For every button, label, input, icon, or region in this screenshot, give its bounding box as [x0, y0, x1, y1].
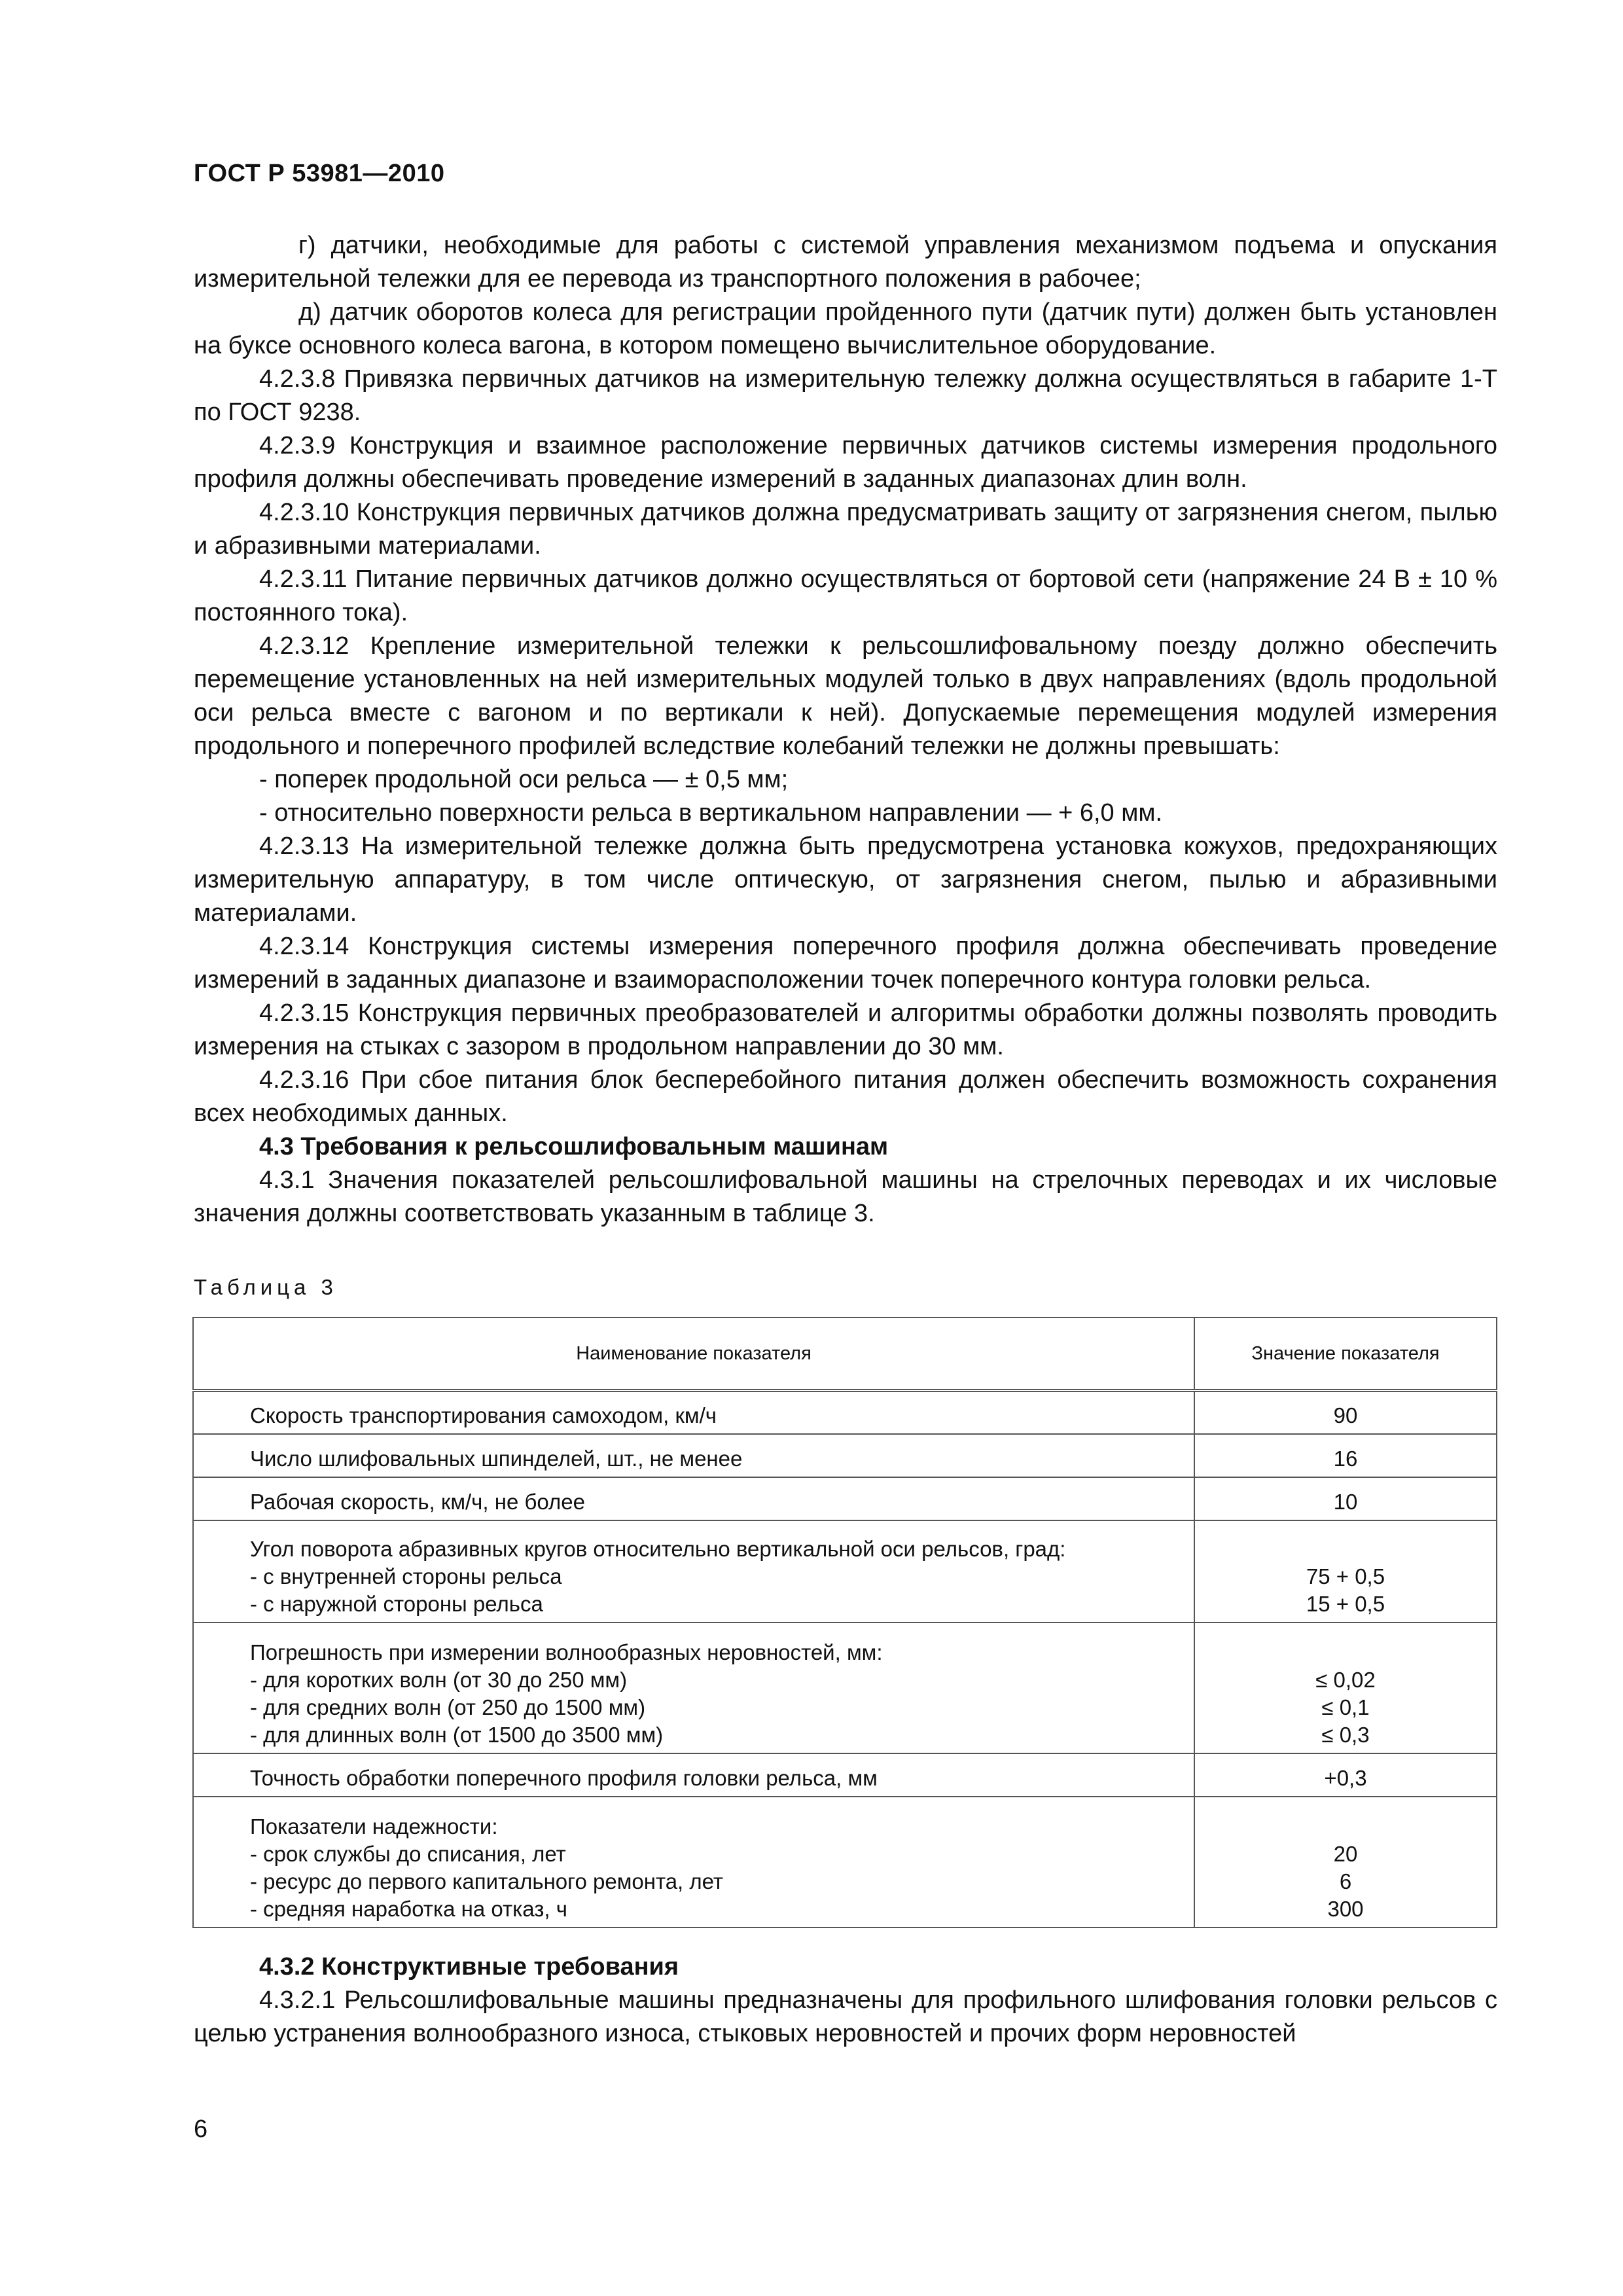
parameter-name [193, 1797, 1194, 1928]
parameter-value [1194, 1520, 1497, 1623]
paragraph: - поперек продольной оси рельса — ± 0,5 мм; [259, 766, 789, 793]
section-heading: 4.3 Требования к рельсошлифовальным машинам [259, 1133, 889, 1160]
parameter-value-line: 90 [1333, 1403, 1358, 1427]
section-4-3-2 [194, 1950, 1497, 2051]
parameter-name-line: - для средних волн (от 250 до 1500 мм) [250, 1695, 646, 1719]
parameter-value [1194, 1753, 1497, 1797]
parameter-name-line: Угол поворота абразивных кругов относительно вертикальной оси рельсов, град: [250, 1536, 1066, 1561]
parameter-value-line: 300 [1327, 1896, 1364, 1921]
paragraph: - относительно поверхности рельса в вертикальном направлении — + 6,0 мм. [259, 799, 1163, 827]
paragraph: 4.2.3.11 Питание первичных датчиков должно осуществляться от бортовой сети (напряжение 24 В ± 10 % постоянного тока). [194, 565, 1497, 626]
table-caption: Таблица 3 [194, 1275, 338, 1299]
parameter-name [193, 1753, 1194, 1797]
paragraph: 4.2.3.14 Конструкция системы измерения поперечного профиля должна обеспечивать проведение измерений в заданных диапазоне и взаиморасположении точек поперечного контура головки рельса. [194, 933, 1497, 994]
parameter-name-line: - с внутренней стороны рельса [250, 1564, 562, 1588]
paragraph: 4.2.3.15 Конструкция первичных преобразователей и алгоритмы обработки должны позволять проводить измерения на стыках с зазором в продольном направлении до 30 мм. [194, 999, 1497, 1060]
column-header-name: Наименование показателя [193, 1318, 1194, 1391]
parameter-value-line: ≤ 0,1 [1321, 1695, 1370, 1719]
parameter-value-line: 15 + 0,5 [1306, 1591, 1385, 1616]
parameter-value-line: 75 + 0,5 [1306, 1564, 1385, 1588]
parameters-table [192, 1317, 1497, 1928]
paragraph: 4.2.3.10 Конструкция первичных датчиков должна предусматривать защиту от загрязнения снегом, пылью и абразивными материалами. [194, 499, 1497, 560]
parameter-value [1194, 1797, 1497, 1928]
document-header: ГОСТ Р 53981—2010 [194, 160, 445, 187]
parameter-name-line: - средняя наработка на отказ, ч [250, 1896, 567, 1921]
parameter-value-line: 6 [1339, 1869, 1352, 1893]
body-text [194, 229, 1497, 1230]
paragraph: д) датчик оборотов колеса для регистрации пройденного пути (датчик пути) должен быть установлен на буксе основного колеса вагона, в котором помещено вычислительное оборудование. [194, 298, 1497, 359]
paragraph: 4.2.3.9 Конструкция и взаимное расположение первичных датчиков системы измерения продольного профиля должны обеспечивать проведение измерений в заданных диапазонах длин волн. [194, 432, 1497, 493]
parameter-value-line: ≤ 0,02 [1315, 1667, 1376, 1692]
table-row [193, 1623, 1497, 1753]
parameter-value [1194, 1391, 1497, 1434]
table-row [193, 1797, 1497, 1928]
parameter-value-line: ≤ 0,3 [1321, 1722, 1370, 1747]
parameter-name-line: Показатели надежности: [250, 1814, 498, 1839]
table-row [193, 1434, 1497, 1477]
parameter-name-line: Скорость транспортирования самоходом, км/ч [250, 1403, 717, 1427]
table-header-row [193, 1318, 1497, 1391]
column-header-value: Значение показателя [1194, 1318, 1497, 1391]
parameter-name-line: Число шлифовальных шпинделей, шт., не менее [250, 1446, 743, 1471]
parameter-value [1194, 1477, 1497, 1520]
parameter-value-line: +0,3 [1324, 1765, 1367, 1790]
table-row [193, 1477, 1497, 1520]
paragraph: г) датчики, необходимые для работы с системой управления механизмом подъема и опускания измерительной тележки для ее перевода из транспортного положения в рабочее; [194, 232, 1497, 293]
parameter-name [193, 1623, 1194, 1753]
table-row [193, 1520, 1497, 1623]
parameter-name [193, 1391, 1194, 1434]
parameter-name-line: - для коротких волн (от 30 до 250 мм) [250, 1667, 628, 1692]
parameter-name-line: - с наружной стороны рельса [250, 1591, 543, 1616]
parameter-name [193, 1477, 1194, 1520]
parameter-name-line: - срок службы до списания, лет [250, 1841, 566, 1866]
parameter-value-line: 20 [1333, 1841, 1358, 1866]
parameter-name-line: Рабочая скорость, км/ч, не более [250, 1489, 585, 1514]
parameter-value-line: 10 [1333, 1489, 1358, 1514]
parameter-value [1194, 1623, 1497, 1753]
paragraph: 4.3.1 Значения показателей рельсошлифовальной машины на стрелочных переводах и их числовые значения должны соответствовать указанным в таблице 3. [194, 1166, 1497, 1227]
table-row [193, 1391, 1497, 1434]
parameter-name-line: - ресурс до первого капитального ремонта, лет [250, 1869, 724, 1893]
paragraph: 4.2.3.12 Крепление измерительной тележки к рельсошлифовальному поезду должно обеспечить перемещение установленных на ней измерительных модулей только в двух направлениях (вдоль продольной оси рельса вместе с вагоном и по вертикали к ней). Допускаемые перемещения модулей измерения продольного и поперечного профилей вследствие колебаний тележки не должны превышать: [194, 632, 1497, 760]
parameter-name-line: - для длинных волн (от 1500 до 3500 мм) [250, 1722, 664, 1747]
parameter-name-line: Точность обработки поперечного профиля головки рельса, мм [250, 1765, 878, 1790]
section-paragraph: 4.3.2.1 Рельсошлифовальные машины предназначены для профильного шлифования головки рельсов с целью устранения волнообразного износа, стыковых неровностей и прочих форм неровностей [194, 1986, 1497, 2047]
parameter-value-line: 16 [1333, 1446, 1358, 1471]
parameter-name [193, 1434, 1194, 1477]
section-heading: 4.3.2 Конструктивные требования [259, 1953, 679, 1981]
paragraph: 4.2.3.16 При сбое питания блок бесперебойного питания должен обеспечить возможность сохранения всех необходимых данных. [194, 1066, 1497, 1127]
page-number: 6 [194, 2115, 208, 2143]
parameter-name-line: Погрешность при измерении волнообразных неровностей, мм: [250, 1640, 883, 1664]
table-row [193, 1753, 1497, 1797]
paragraph: 4.2.3.8 Привязка первичных датчиков на измерительную тележку должна осуществляться в габарите 1-Т по ГОСТ 9238. [194, 365, 1497, 426]
paragraph: 4.2.3.13 На измерительной тележке должна быть предусмотрена установка кожухов, предохраняющих измерительную аппаратуру, в том числе оптическую, от загрязнения снегом, пылью и абразивными материалами. [194, 833, 1497, 927]
parameter-name [193, 1520, 1194, 1623]
parameter-value [1194, 1434, 1497, 1477]
